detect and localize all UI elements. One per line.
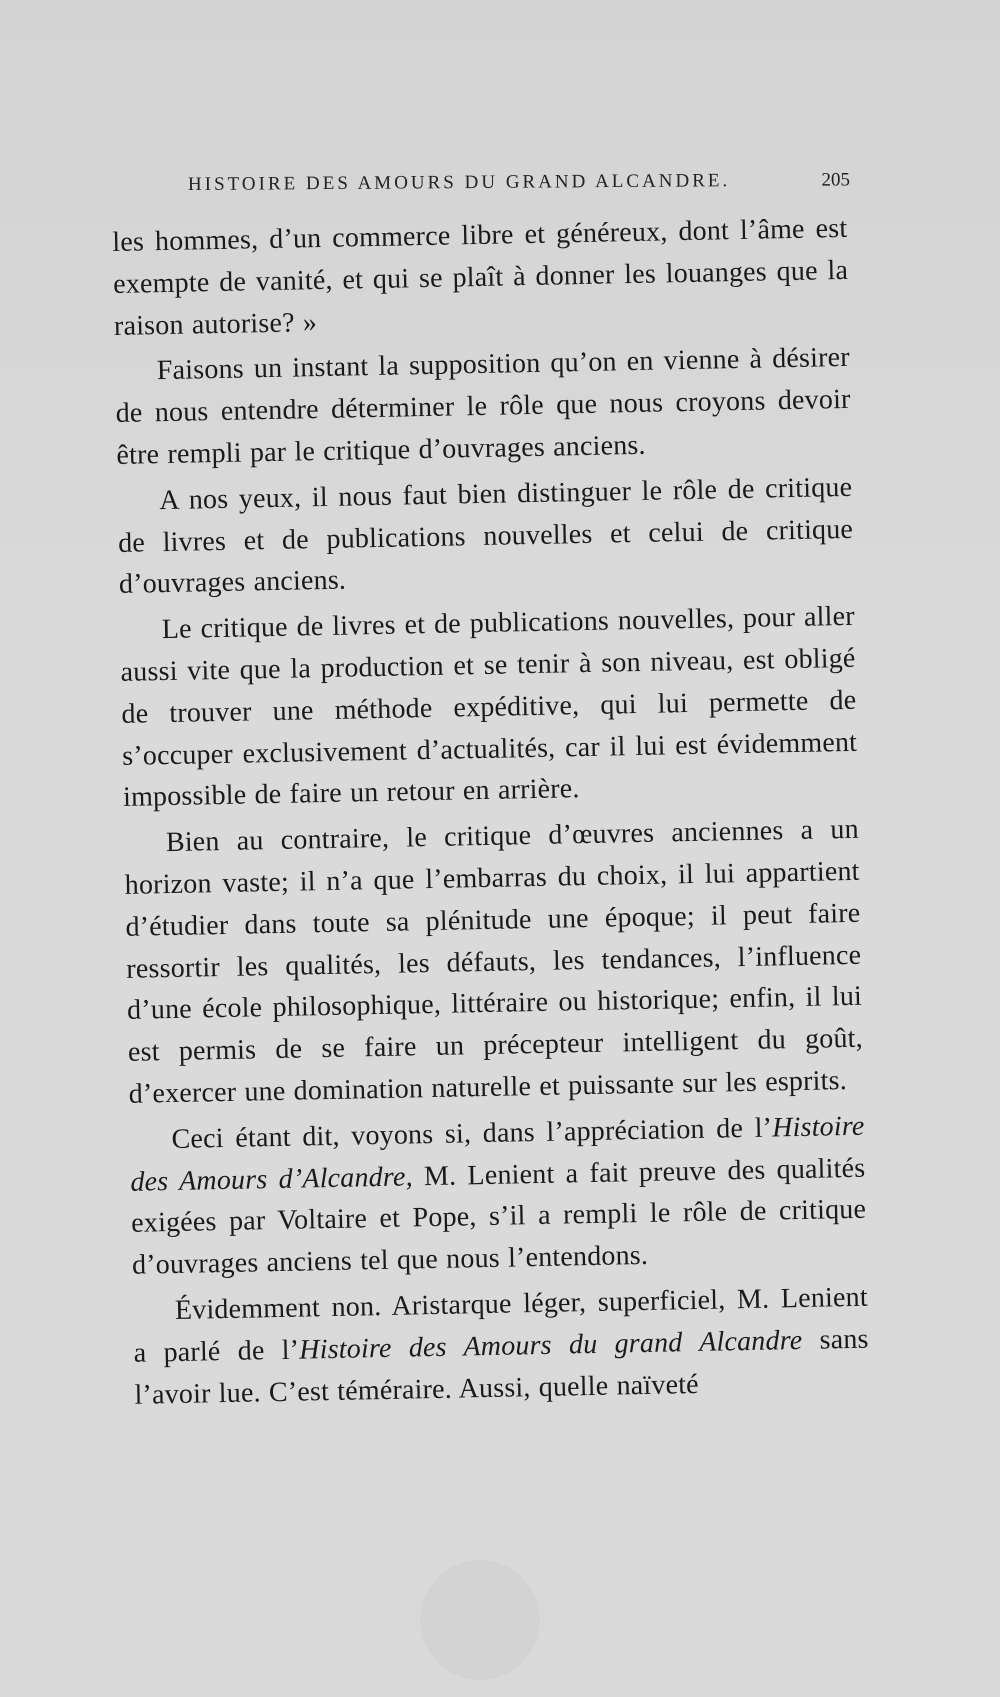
text-segment: sans l’avoir lue. C’est téméraire. Aussi, quelle naïveté <box>134 1323 869 1411</box>
paragraph <box>124 809 864 1116</box>
paragraph <box>129 1105 867 1286</box>
page-number: 205 <box>821 169 851 191</box>
paragraph <box>133 1277 870 1416</box>
text-segment: Faisons un instant la supposition qu’on en vienne à désirer de nous entendre déterminer le rôle que nous croyons devoir être rempli par le critique d’ouvrages anciens. <box>115 342 851 471</box>
paragraph <box>112 208 849 347</box>
running-title: HISTOIRE DES AMOURS DU GRAND ALCANDRE. <box>187 170 731 195</box>
text-segment: M. Lenient a fait preuve des qualités exigées par Voltaire et Pope, s’il a rempli le rôle de critique d’ouvrages anciens tel que nous l’entendons. <box>130 1152 867 1281</box>
paragraph <box>119 596 858 819</box>
paragraph <box>114 337 851 476</box>
italic-title: Histoire des Amours d’Alcandre, <box>130 1110 865 1198</box>
text-segment: les hommes, d’un commerce libre et généreux, dont l’âme est exempte de vanité, et qui se plaît à donner les louanges que la raison autorise? » <box>112 212 849 342</box>
text-segment: A nos yeux, il nous faut bien distinguer le rôle de critique de livres et de publications nouvelles et celui de critique d’ouvrages anciens. <box>117 471 854 601</box>
text-segment: Ceci étant dit, voyons si, dans l’appréciation de l’ <box>171 1112 773 1155</box>
running-head <box>188 169 850 196</box>
paper-smudge <box>420 1560 540 1680</box>
text-segment: Évidemment non. Aristarque léger, superficiel, M. Lenient a parlé de l’ <box>133 1281 869 1369</box>
paragraph <box>117 467 854 606</box>
text-segment: Le critique de livres et de publications nouvelles, pour aller aussi vite que la production et se tenir à son niveau, est obligé de trouver une méthode expéditive, qui lui permette de s’occuper exclusivement d’actualités, car il lui est évidemment impossible de faire un retour en arrière. <box>120 600 858 814</box>
text-segment: Bien au contraire, le critique d’œuvres anciennes a un horizon vaste; il n’a que l’embarras du choix, il lui appartient d’étudier dans toute sa plénitude une époque; il peut faire ressortir les qualités, les défauts, les tendances, l’influence d’une école philosophique, littéraire ou historique; enfin, il lui est permis de se faire un précepteur intelligent du goût, d’exercer une domination naturelle et puissante sur les esprits. <box>124 813 864 1110</box>
body-text <box>112 208 870 1416</box>
italic-title: Histoire des Amours du grand Alcandre <box>298 1324 803 1366</box>
